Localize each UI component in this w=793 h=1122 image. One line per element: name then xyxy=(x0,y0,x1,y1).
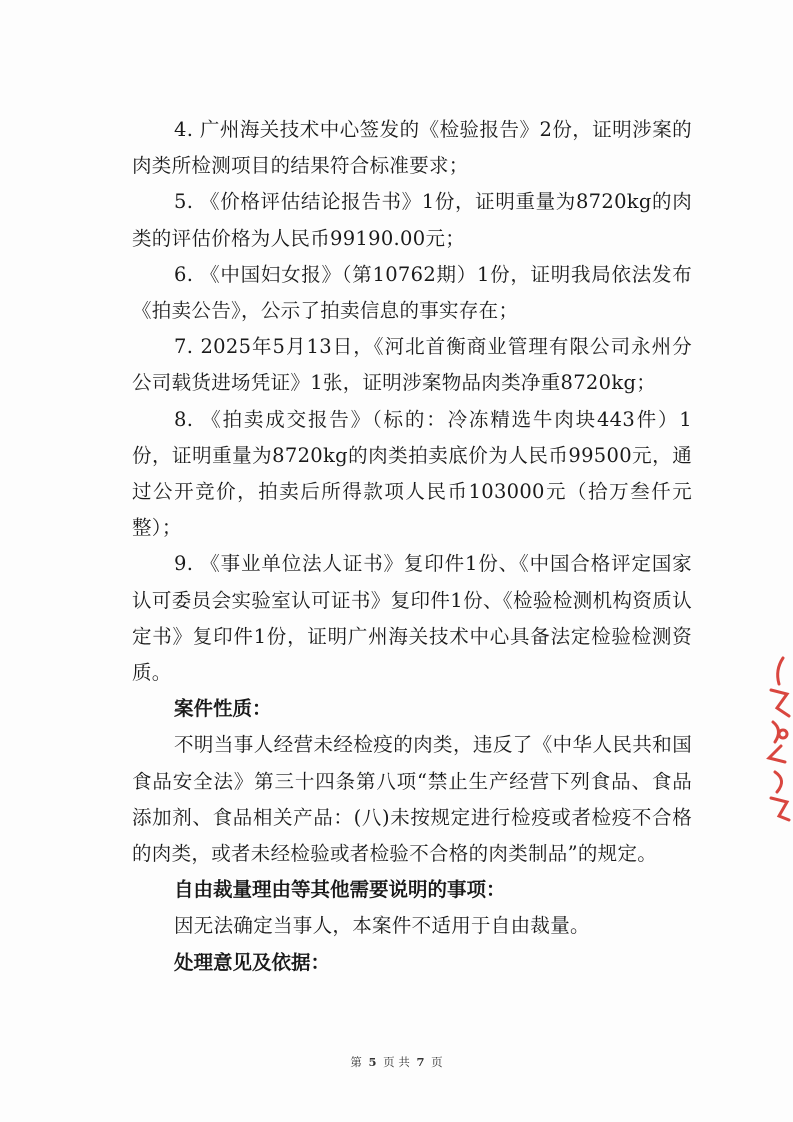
footer-suffix: 页 xyxy=(431,1055,443,1069)
evidence-item-5: 5. 《价格评估结论报告书》1份，证明重量为8720kg的肉类的评估价格为人民币99190.00元； xyxy=(132,190,692,250)
evidence-item-8: 8. 《拍卖成交报告》（标的：冷冻精选牛肉块443件）1份，证明重量为8720kg的肉类拍卖底价为人民币99500元，通过公开竞价，拍卖后所得款项人民币103000元（拾万叁仟元整）； xyxy=(132,407,692,540)
footer-middle: 页 共 xyxy=(383,1055,410,1069)
footer-current-page: 5 xyxy=(368,1055,377,1069)
evidence-item-7: 7. 2025年5月13日，《河北首衡商业管理有限公司永州分公司载货进场凭证》1张，证明涉案物品肉类净重8720kg； xyxy=(132,335,692,395)
evidence-item-9: 9. 《事业单位法人证书》复印件1份、《中国合格评定国家认可委员会实验室认可证书》复印件1份、《检验检测机构资质认定书》复印件1份，证明广州海关技术中心具备法定检验检测资质。 xyxy=(132,552,692,685)
evidence-item-6: 6. 《中国妇女报》（第10762期）1份，证明我局依法发布《拍卖公告》，公示了拍卖信息的事实存在； xyxy=(132,262,692,323)
case-nature-heading: 案件性质： xyxy=(174,697,272,721)
evidence-item-4: 4. 广州海关技术中心签发的《检验报告》2份，证明涉案的肉类所检测项目的结果符合标准要求； xyxy=(132,118,692,178)
case-nature-body: 不明当事人经营未经检疫的肉类，违反了《中华人民共和国食品安全法》第三十四条第八项“禁止生产经营下列食品、食品添加剂、食品相关产品：(八)未按规定进行检疫或者检疫不合格的肉类，或者未经检验或者检验不合格的肉类制品”的规定。 xyxy=(132,733,692,866)
page-footer xyxy=(0,1054,793,1070)
discretion-heading: 自由裁量理由等其他需要说明的事项： xyxy=(174,878,506,902)
official-seal-fragment xyxy=(753,650,793,825)
footer-total-pages: 7 xyxy=(416,1055,425,1069)
footer-prefix: 第 xyxy=(350,1055,362,1069)
opinion-heading: 处理意见及依据： xyxy=(174,950,331,974)
seal-edge-icon xyxy=(753,650,793,825)
document-body xyxy=(132,112,692,981)
discretion-body: 因无法确定当事人，本案件不适用于自由裁量。 xyxy=(174,914,590,938)
